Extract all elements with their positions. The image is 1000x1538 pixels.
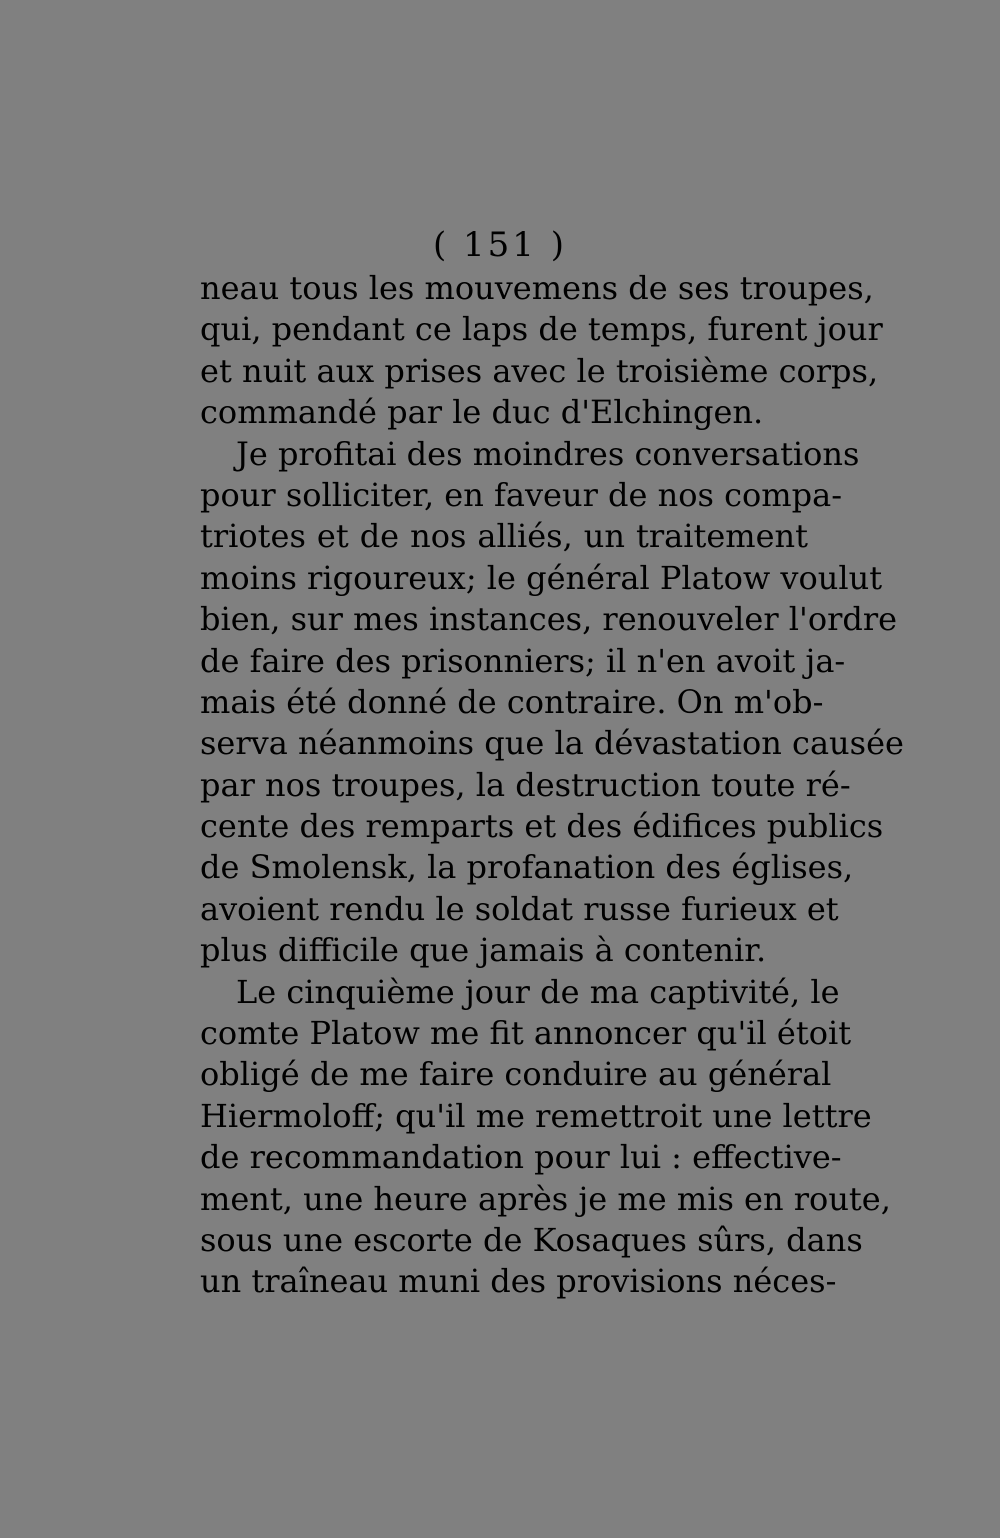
text-line: de faire des prisonniers; il n'en avoit ja- <box>200 641 846 680</box>
text-line: un traîneau muni des provisions néces- <box>200 1262 837 1301</box>
text-line: mais été donné de contraire. On m'ob- <box>200 682 824 721</box>
text-line: pour solliciter, en faveur de nos compa- <box>200 475 842 514</box>
text-line: sous une escorte de Kosaques sûrs, dans <box>200 1220 863 1259</box>
text-line: obligé de me faire conduire au général <box>200 1055 832 1094</box>
text-line: plus difficile que jamais à contenir. <box>200 931 767 970</box>
text-line: serva néanmoins que la dévastation causée <box>200 724 904 763</box>
text-line: Hiermoloff; qu'il me remettroit une lettre <box>200 1096 872 1135</box>
text-line: triotes et de nos alliés, un traitement <box>200 517 808 556</box>
text-line: par nos troupes, la destruction toute ré- <box>200 765 851 804</box>
body-text <box>200 268 904 1303</box>
text-line: qui, pendant ce laps de temps, furent jour <box>200 310 883 349</box>
text-line: Je profitai des moindres conversations <box>236 434 860 473</box>
text-line: Le cinquième jour de ma captivité, le <box>236 972 840 1011</box>
text-line: de Smolensk, la profanation des églises, <box>200 848 854 887</box>
text-line: moins rigoureux; le général Platow voulut <box>200 558 883 597</box>
text-line: cente des remparts et des édifices publics <box>200 807 884 846</box>
page-number: ( 151 ) <box>432 225 568 265</box>
text-line: et nuit aux prises avec le troisième corps, <box>200 351 879 390</box>
text-line: avoient rendu le soldat russe furieux et <box>200 889 839 928</box>
text-line: comte Platow me fit annoncer qu'il étoit <box>200 1014 852 1053</box>
text-line: de recommandation pour lui : effective- <box>200 1138 842 1177</box>
text-line: neau tous les mouvemens de ses troupes, <box>200 269 874 307</box>
text-line: commandé par le duc d'Elchingen. <box>200 393 764 432</box>
text-line: bien, sur mes instances, renouveler l'ordre <box>200 600 898 639</box>
text-line: ment, une heure après je me mis en route, <box>200 1179 891 1218</box>
